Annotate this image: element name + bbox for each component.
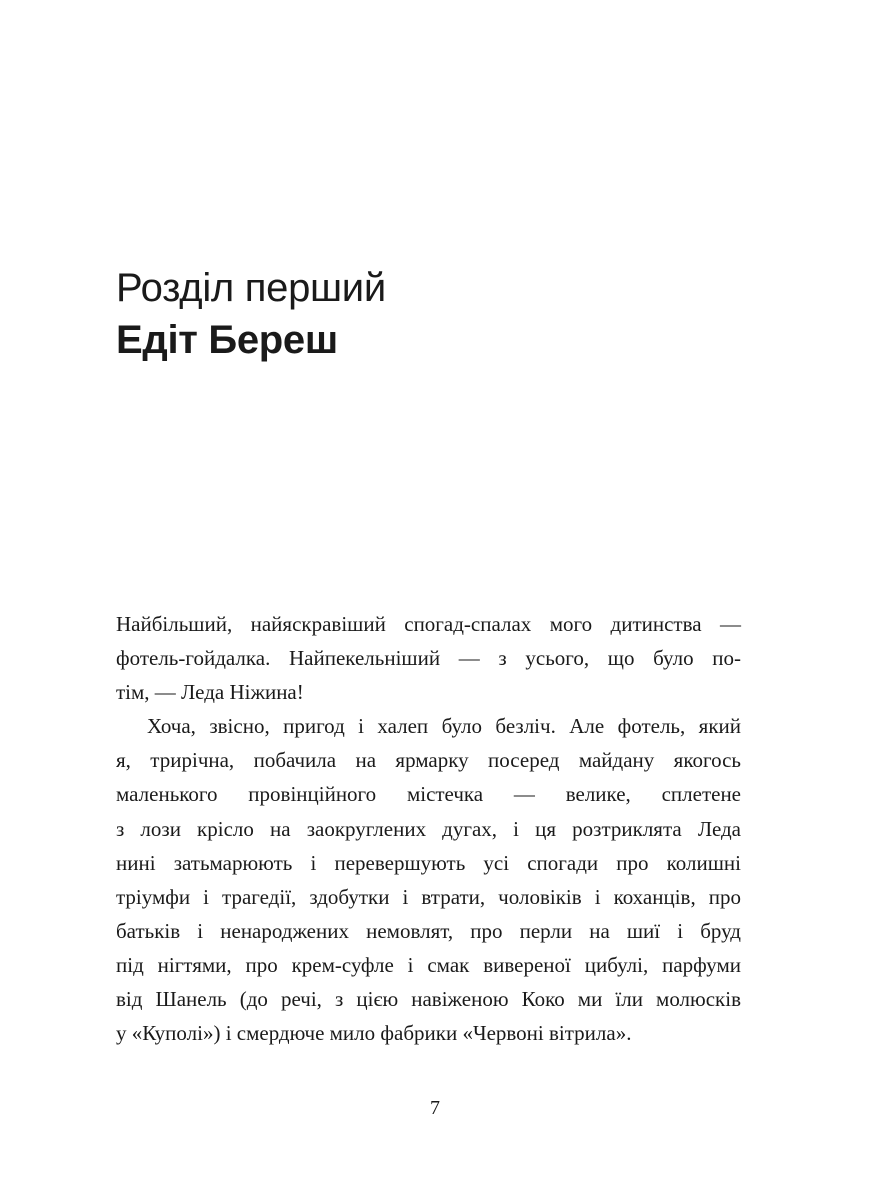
- chapter-title: Едіт Береш: [116, 318, 338, 362]
- text-line: у «Куполі») і смердюче мило фабрики «Червоні вітрила».: [116, 1021, 632, 1046]
- text-line: з лози крісло на заокруглених дугах, і ця розтриклята Леда: [116, 816, 741, 841]
- text-line: Хоча, звісно, пригод і халеп було безліч. Але фотель, який: [147, 714, 741, 739]
- text-line: батьків і ненароджених немовлят, про перли на шиї і бруд: [116, 918, 741, 943]
- text-line: маленького провінційного містечка — велике, сплетене: [116, 782, 741, 807]
- paragraph: [116, 709, 741, 1050]
- text-line: тім, — Леда Ніжина!: [116, 680, 304, 705]
- text-line: фотель-гойдалка. Найпекельніший — з усього, що було по-: [116, 646, 741, 671]
- chapter-heading: [116, 262, 756, 366]
- text-line: під нігтями, про крем-суфле і смак вивереної цибулі, парфуми: [116, 952, 741, 977]
- paragraph: [116, 607, 741, 709]
- body-text: [116, 607, 741, 1050]
- chapter-label: Розділ перший: [116, 266, 386, 310]
- text-line: я, трирічна, побачила на ярмарку посеред майдану якогось: [116, 748, 741, 773]
- text-line: нині затьмарюють і перевершують усі спогади про колишні: [116, 850, 741, 875]
- page-number: 7: [430, 1097, 440, 1119]
- text-line: Найбільший, найяскравіший спогад-спалах мого дитинства —: [116, 612, 741, 636]
- text-line: від Шанель (до речі, з цією навіженою Коко ми їли молюсків: [116, 987, 741, 1012]
- text-line: тріумфи і трагедії, здобутки і втрати, чоловіків і коханців, про: [116, 884, 741, 909]
